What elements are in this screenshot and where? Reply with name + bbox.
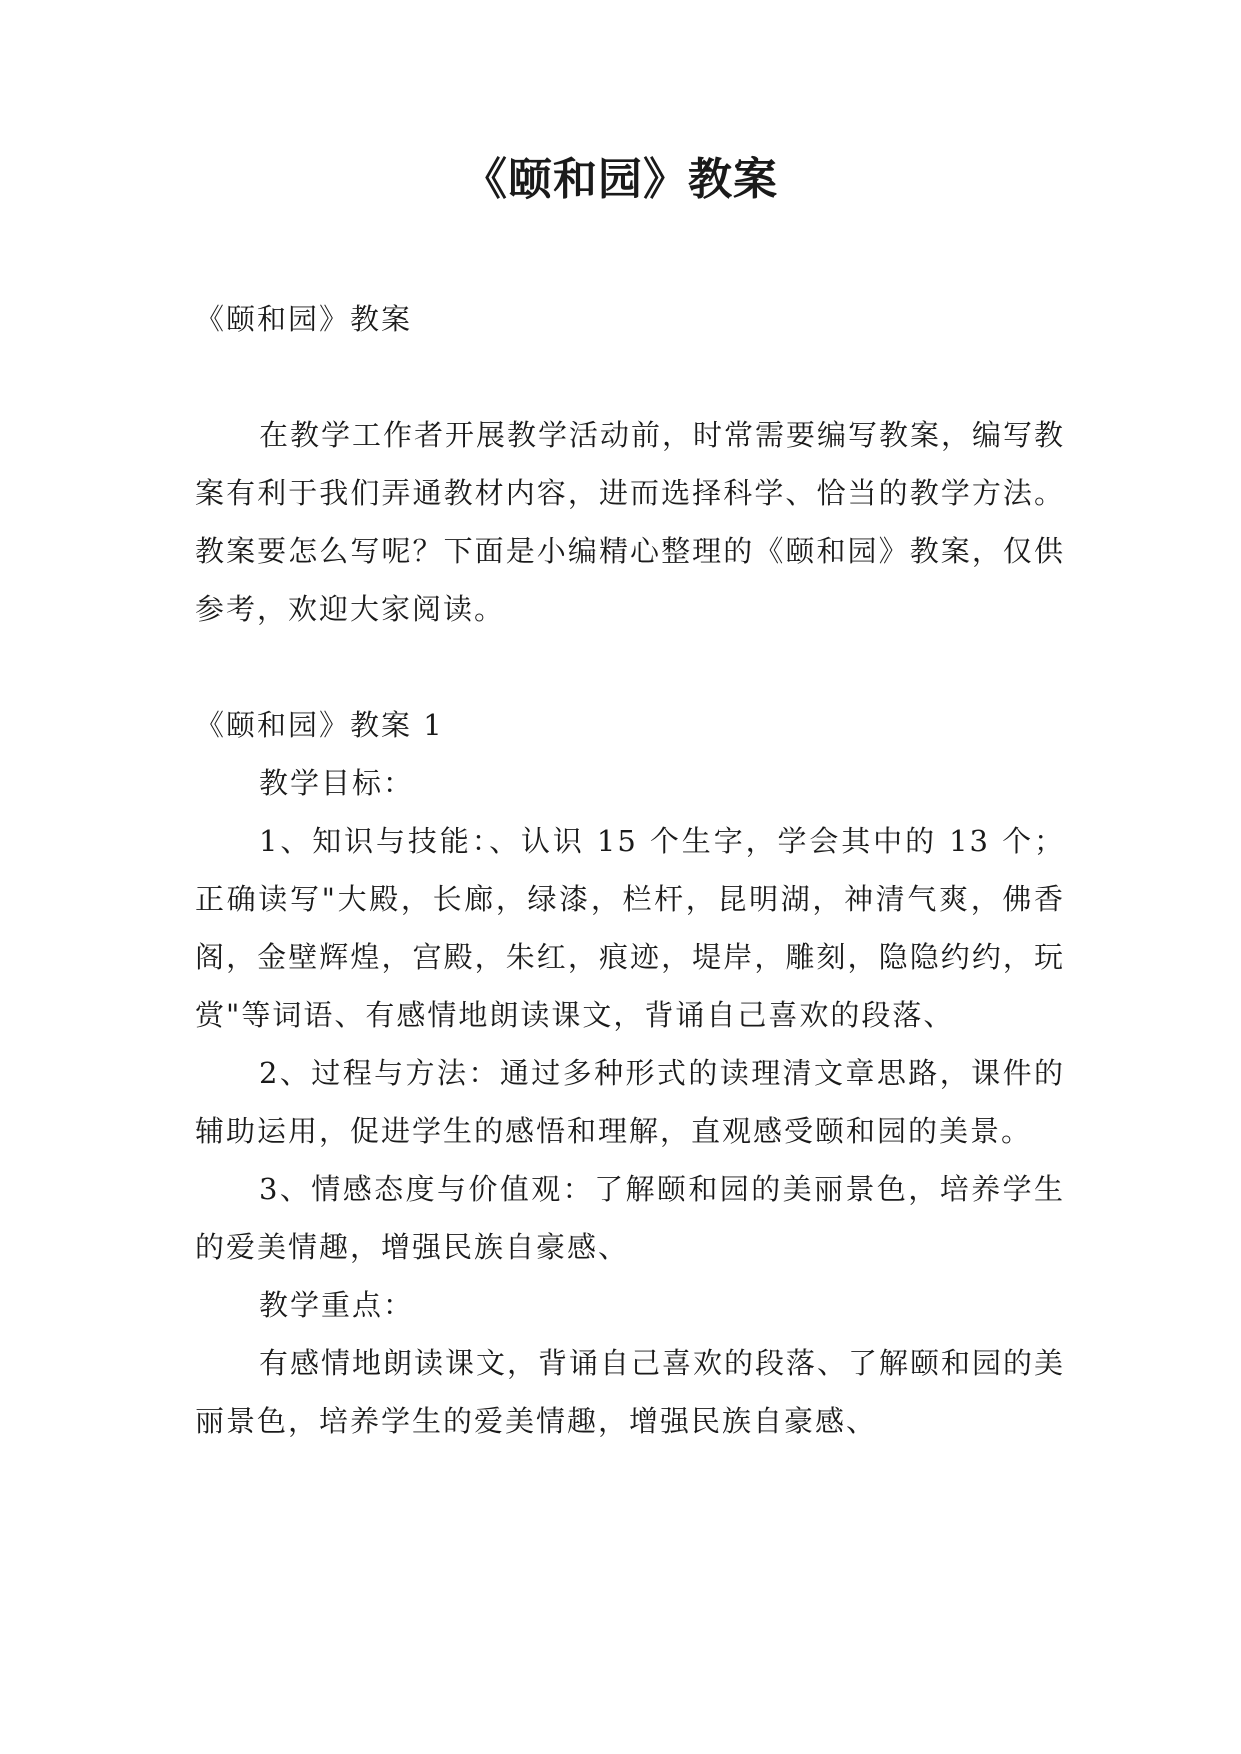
intro-paragraph: 在教学工作者开展教学活动前，时常需要编写教案，编写教案有利于我们弄通教材内容，进而选择科学、恰当的教学方法。教案要怎么写呢？下面是小编精心整理的《颐和园》教案，仅供参考，欢迎大家阅读。 [195, 418, 1066, 626]
section-heading: 《颐和园》教案 1 [195, 708, 444, 742]
spacer [195, 348, 1065, 406]
spacer [195, 638, 1065, 696]
document-subtitle: 《颐和园》教案 [195, 302, 413, 336]
document-title: 《颐和园》教案 [463, 154, 778, 205]
goal-item-3: 3、情感态度与价值观：了解颐和园的美丽景色，培养学生的爱美情趣，增强民族自豪感、 [195, 1172, 1065, 1264]
key-points-heading: 教学重点： [259, 1288, 415, 1322]
key-points-paragraph: 有感情地朗读课文，背诵自己喜欢的段落、了解颐和园的美丽景色，培养学生的爱美情趣，增强民族自豪感、 [195, 1346, 1066, 1438]
goal-item-2: 2、过程与方法：通过多种形式的读理清文章思路，课件的辅助运用，促进学生的感悟和理解，直观感受颐和园的美景。 [195, 1056, 1065, 1148]
document-body [195, 290, 1065, 1450]
goals-heading: 教学目标： [259, 766, 415, 800]
goal-item-1: 1、知识与技能：、认识 15 个生字，学会其中的 13 个；正确读写"大殿，长廊，绿漆，栏杆，昆明湖，神清气爽，佛香阁，金壁辉煌，宫殿，朱红，痕迹，堤岸，雕刻，隐隐约约，玩赏"等词语、有感情地朗读课文，背诵自己喜欢的段落、 [195, 824, 1065, 1032]
